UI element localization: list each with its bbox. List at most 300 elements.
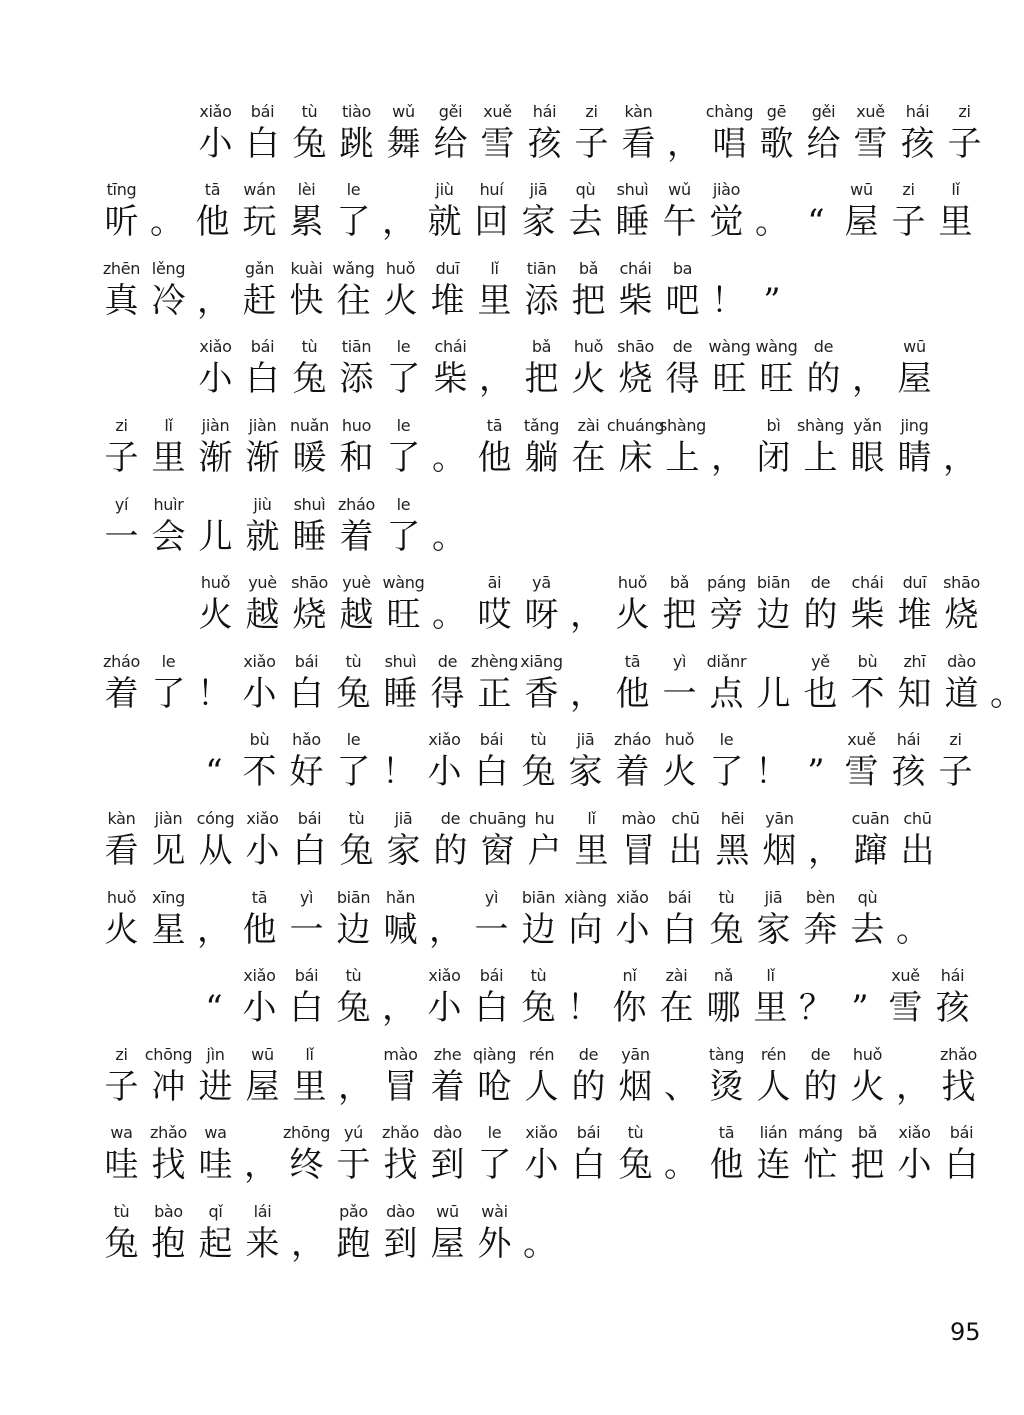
character-with-pinyin — [330, 651, 377, 715]
pinyin: yān — [621, 1044, 650, 1064]
hanzi: 哇 — [104, 1145, 139, 1186]
pinyin: de — [813, 337, 834, 357]
pinyin: zhōng — [282, 1123, 331, 1143]
hanzi: 抱 — [151, 1223, 186, 1264]
hanzi: 烧 — [944, 595, 979, 636]
hanzi: ？ — [799, 988, 833, 1029]
pinyin: jiàn — [201, 415, 230, 435]
pinyin: xuě — [847, 730, 876, 750]
hanzi: 见 — [151, 830, 186, 871]
pinyin: biān — [336, 887, 371, 907]
character-with-pinyin — [239, 1044, 286, 1108]
character-with-pinyin — [283, 965, 330, 1029]
story-text — [98, 86, 1024, 1265]
hanzi: 玩 — [242, 202, 277, 243]
hanzi: 。 — [755, 202, 789, 243]
hanzi: 看 — [104, 830, 139, 871]
pinyin: zi — [585, 101, 598, 121]
character-with-pinyin — [847, 808, 894, 872]
hanzi: 一 — [289, 909, 324, 950]
punctuation — [794, 965, 838, 1029]
character-with-pinyin — [656, 179, 703, 243]
character-with-pinyin — [471, 1201, 518, 1265]
character-with-pinyin — [515, 729, 562, 793]
pinyin: zài — [577, 415, 600, 435]
pinyin: gěi — [811, 101, 836, 121]
character-with-pinyin — [612, 258, 659, 322]
punctuation — [562, 965, 606, 1029]
hanzi: 烧 — [618, 359, 653, 400]
character-with-pinyin — [145, 808, 192, 872]
punctuation — [192, 887, 236, 951]
pinyin: tā — [486, 415, 503, 435]
hanzi: 了 — [477, 1145, 512, 1186]
pinyin: dào — [947, 651, 976, 671]
character-with-pinyin — [606, 965, 653, 1029]
character-with-pinyin — [609, 887, 656, 951]
hanzi: 兔 — [336, 988, 371, 1029]
character-with-pinyin — [518, 336, 565, 400]
character-with-pinyin — [800, 101, 847, 165]
pinyin: zi — [949, 730, 962, 750]
pinyin: tàng — [708, 1044, 745, 1064]
pinyin: jiàn — [248, 415, 277, 435]
hanzi: ， — [808, 830, 842, 871]
hanzi: 堆 — [430, 280, 465, 321]
hanzi: 他 — [709, 1145, 744, 1186]
pinyin: wǔ — [668, 180, 691, 200]
hanzi: 。 — [432, 437, 466, 478]
hanzi: 了 — [336, 202, 371, 243]
punctuation — [662, 101, 706, 165]
pinyin: rén — [528, 1044, 555, 1064]
hanzi: 白 — [245, 359, 280, 400]
hanzi: “ — [205, 752, 223, 793]
character-with-pinyin — [192, 1201, 239, 1265]
character-with-pinyin — [377, 887, 424, 951]
pinyin: xuě — [483, 101, 512, 121]
pinyin: gǎn — [244, 258, 275, 278]
hanzi: 歌 — [759, 123, 794, 164]
character-with-pinyin — [330, 729, 377, 793]
character-with-pinyin — [938, 1122, 985, 1186]
hanzi: 白 — [944, 1145, 979, 1186]
hanzi: 就 — [427, 202, 462, 243]
character-with-pinyin — [838, 179, 885, 243]
hanzi: 家 — [521, 202, 556, 243]
hanzi: 旺 — [712, 359, 747, 400]
pinyin: zháo — [103, 651, 140, 671]
pinyin: yā — [532, 573, 551, 593]
hanzi: 柴 — [850, 595, 885, 636]
hanzi: 连 — [756, 1145, 791, 1186]
hanzi: 雪 — [480, 123, 515, 164]
pinyin: chū — [903, 808, 932, 828]
pinyin: yí — [114, 494, 129, 514]
punctuation — [286, 1201, 330, 1265]
hanzi: ， — [570, 673, 604, 714]
pinyin: wài — [481, 1201, 508, 1221]
hanzi: 觉 — [709, 202, 744, 243]
pinyin: shàng — [658, 415, 707, 435]
hanzi: 赶 — [242, 280, 277, 321]
character-with-pinyin — [706, 336, 753, 400]
hanzi: 累 — [289, 202, 324, 243]
character-with-pinyin — [885, 179, 932, 243]
character-with-pinyin — [565, 415, 612, 479]
character-with-pinyin — [471, 651, 518, 715]
character-with-pinyin — [192, 336, 239, 400]
pinyin: yì — [299, 887, 314, 907]
pinyin: xiāng — [520, 651, 563, 671]
character-with-pinyin — [659, 258, 706, 322]
hanzi: 星 — [151, 909, 186, 950]
hanzi: 知 — [897, 673, 932, 714]
character-with-pinyin — [703, 1122, 750, 1186]
hanzi: 边 — [756, 595, 791, 636]
character-with-pinyin — [333, 494, 380, 558]
character-with-pinyin — [565, 1122, 612, 1186]
pinyin: hǎo — [292, 730, 321, 750]
pinyin: jiā — [764, 887, 783, 907]
character-with-pinyin — [380, 101, 427, 165]
hanzi: 冷 — [151, 280, 186, 321]
pinyin: tiào — [341, 101, 372, 121]
character-with-pinyin — [468, 179, 515, 243]
hanzi: 小 — [524, 1145, 559, 1186]
character-with-pinyin — [145, 1044, 192, 1108]
pinyin: zháo — [614, 730, 651, 750]
character-with-pinyin — [380, 415, 427, 479]
pinyin: jiā — [576, 730, 595, 750]
character-with-pinyin — [145, 258, 192, 322]
hanzi: 冲 — [151, 1066, 186, 1107]
character-with-pinyin — [562, 729, 609, 793]
hanzi: 睡 — [292, 516, 327, 557]
hanzi: 呀 — [524, 595, 559, 636]
hanzi: 在 — [659, 988, 694, 1029]
pinyin: huǒ — [617, 573, 648, 593]
pinyin: máng — [798, 1123, 843, 1143]
character-with-pinyin — [891, 572, 938, 636]
character-with-pinyin — [286, 336, 333, 400]
hanzi: ！ — [382, 752, 416, 793]
pinyin: chái — [619, 258, 652, 278]
hanzi: 兔 — [292, 123, 327, 164]
character-with-pinyin — [286, 101, 333, 165]
text-line — [98, 322, 988, 401]
pinyin: le — [396, 415, 411, 435]
hanzi: 兔 — [339, 830, 374, 871]
pinyin: hái — [905, 101, 930, 121]
hanzi: 找 — [941, 1066, 976, 1107]
character-with-pinyin — [797, 1044, 844, 1108]
pinyin: de — [810, 573, 831, 593]
hanzi: 睡 — [383, 673, 418, 714]
pinyin: tù — [348, 808, 365, 828]
hanzi: ！ — [755, 752, 789, 793]
character-with-pinyin — [750, 572, 797, 636]
character-with-pinyin — [568, 101, 615, 165]
hanzi: 里 — [151, 437, 186, 478]
hanzi: 也 — [803, 673, 838, 714]
pinyin: yì — [672, 651, 687, 671]
hanzi: 越 — [339, 595, 374, 636]
character-with-pinyin — [797, 415, 844, 479]
hanzi: 火 — [104, 909, 139, 950]
character-with-pinyin — [468, 808, 527, 872]
hanzi: 小 — [897, 1145, 932, 1186]
hanzi: 哎 — [477, 595, 512, 636]
hanzi: 出 — [668, 830, 703, 871]
character-with-pinyin — [891, 651, 938, 715]
character-with-pinyin — [518, 572, 565, 636]
character-with-pinyin — [98, 494, 145, 558]
character-with-pinyin — [891, 1122, 938, 1186]
character-with-pinyin — [615, 808, 662, 872]
pinyin: bù — [857, 651, 878, 671]
punctuation — [659, 1044, 703, 1108]
character-with-pinyin — [145, 1201, 192, 1265]
pinyin: hǎn — [385, 887, 416, 907]
pinyin: dào — [386, 1201, 415, 1221]
pinyin: wǔ — [392, 101, 415, 121]
hanzi: 他 — [242, 909, 277, 950]
pinyin: wū — [436, 1201, 459, 1221]
hanzi: 唱 — [712, 123, 747, 164]
character-with-pinyin — [283, 1122, 330, 1186]
pinyin: kuài — [290, 258, 323, 278]
character-with-pinyin — [239, 1201, 286, 1265]
hanzi: 烟 — [762, 830, 797, 871]
pinyin: wa — [204, 1123, 227, 1143]
hanzi: 子 — [574, 123, 609, 164]
text-line — [98, 558, 988, 637]
hanzi: 和 — [339, 437, 374, 478]
hanzi: 孩 — [900, 123, 935, 164]
pinyin: gē — [766, 101, 787, 121]
character-with-pinyin — [844, 887, 891, 951]
hanzi: ， — [338, 1066, 372, 1107]
hanzi: 小 — [242, 988, 277, 1029]
hanzi: ， — [382, 202, 416, 243]
hanzi: 子 — [938, 752, 973, 793]
pinyin: huǒ — [852, 1044, 883, 1064]
character-with-pinyin — [891, 415, 938, 479]
hanzi: 窗 — [480, 830, 515, 871]
hanzi: 小 — [427, 752, 462, 793]
pinyin: xiǎo — [525, 1123, 558, 1143]
hanzi: 人 — [524, 1066, 559, 1107]
pinyin: bǎ — [669, 573, 690, 593]
character-with-pinyin — [891, 336, 938, 400]
text-line — [98, 951, 988, 1030]
character-with-pinyin — [192, 572, 239, 636]
character-with-pinyin — [929, 965, 976, 1029]
character-with-pinyin — [98, 179, 145, 243]
character-with-pinyin — [236, 258, 283, 322]
character-with-pinyin — [612, 1122, 659, 1186]
hanzi: 不 — [850, 673, 885, 714]
pinyin: lǐ — [766, 966, 775, 986]
pinyin: xiǎo — [246, 808, 279, 828]
hanzi: 得 — [665, 359, 700, 400]
hanzi: 了 — [151, 673, 186, 714]
character-with-pinyin — [612, 336, 659, 400]
pinyin: tā — [718, 1123, 735, 1143]
pinyin: le — [396, 337, 411, 357]
hanzi: 户 — [527, 830, 562, 871]
pinyin: le — [346, 730, 361, 750]
character-with-pinyin — [797, 651, 844, 715]
pinyin: yì — [484, 887, 499, 907]
character-with-pinyin — [98, 1044, 145, 1108]
punctuation — [192, 651, 236, 715]
pinyin: lěng — [151, 258, 186, 278]
hanzi: 找 — [151, 1145, 186, 1186]
punctuation — [659, 1122, 703, 1186]
hanzi: 烟 — [618, 1066, 653, 1107]
hanzi: 忙 — [803, 1145, 838, 1186]
hanzi: 去 — [568, 202, 603, 243]
pinyin: tā — [204, 180, 221, 200]
character-with-pinyin — [283, 887, 330, 951]
punctuation — [377, 729, 421, 793]
punctuation — [427, 415, 471, 479]
hanzi: 。 — [990, 673, 1024, 714]
hanzi: 看 — [621, 123, 656, 164]
character-with-pinyin — [750, 415, 797, 479]
hanzi: 白 — [289, 988, 324, 1029]
pinyin: dào — [433, 1123, 462, 1143]
character-with-pinyin — [380, 572, 427, 636]
page-number: 95 — [950, 1318, 981, 1346]
character-with-pinyin — [515, 965, 562, 1029]
character-with-pinyin — [606, 415, 665, 479]
hanzi: 。 — [896, 909, 930, 950]
hanzi: ， — [943, 437, 977, 478]
punctuation — [838, 965, 882, 1029]
punctuation — [145, 179, 189, 243]
character-with-pinyin — [330, 1201, 377, 1265]
pinyin: de — [578, 1044, 599, 1064]
character-with-pinyin — [656, 572, 703, 636]
character-with-pinyin — [239, 336, 286, 400]
hanzi: ” — [807, 752, 825, 793]
pinyin: páng — [706, 573, 747, 593]
hanzi: 孩 — [527, 123, 562, 164]
character-with-pinyin — [192, 494, 239, 558]
character-with-pinyin — [609, 179, 656, 243]
hanzi: 黑 — [715, 830, 750, 871]
punctuation — [474, 336, 518, 400]
pinyin: pǎo — [339, 1201, 368, 1221]
hanzi: 家 — [568, 752, 603, 793]
hanzi: 兔 — [709, 909, 744, 950]
character-with-pinyin — [98, 808, 145, 872]
pinyin: tù — [345, 651, 362, 671]
hanzi: 边 — [336, 909, 371, 950]
hanzi: ” — [763, 280, 781, 321]
character-with-pinyin — [377, 1122, 424, 1186]
character-with-pinyin — [894, 101, 941, 165]
character-with-pinyin — [145, 1122, 192, 1186]
character-with-pinyin — [568, 808, 615, 872]
pinyin: bái — [250, 101, 275, 121]
character-with-pinyin — [882, 965, 929, 1029]
hanzi: 渐 — [245, 437, 280, 478]
pinyin: bái — [297, 808, 322, 828]
character-with-pinyin — [800, 336, 847, 400]
hanzi: 床 — [618, 437, 653, 478]
hanzi: 。 — [150, 202, 184, 243]
character-with-pinyin — [283, 651, 330, 715]
hanzi: 里 — [938, 202, 973, 243]
pinyin: xiǎo — [428, 730, 461, 750]
pinyin: bái — [294, 966, 319, 986]
hanzi: 屋 — [245, 1066, 280, 1107]
hanzi: 家 — [756, 909, 791, 950]
hanzi: 到 — [383, 1223, 418, 1264]
hanzi: ！ — [711, 280, 745, 321]
pinyin: huǒ — [106, 887, 137, 907]
pinyin: biān — [521, 887, 556, 907]
character-with-pinyin — [236, 729, 283, 793]
hanzi: ！ — [197, 673, 231, 714]
text-line — [98, 400, 988, 479]
hanzi: 孩 — [935, 988, 970, 1029]
character-with-pinyin — [98, 887, 145, 951]
pinyin: yuè — [248, 573, 277, 593]
character-with-pinyin — [518, 651, 565, 715]
character-with-pinyin — [515, 887, 562, 951]
pinyin: mào — [621, 808, 656, 828]
hanzi: 柴 — [433, 359, 468, 400]
hanzi: 柴 — [618, 280, 653, 321]
character-with-pinyin — [612, 1044, 659, 1108]
pinyin: bèn — [805, 887, 836, 907]
pinyin: gěi — [438, 101, 463, 121]
hanzi: 。 — [432, 516, 466, 557]
hanzi: 出 — [900, 830, 935, 871]
pinyin: jiù — [253, 494, 272, 514]
character-with-pinyin — [427, 101, 474, 165]
hanzi: 子 — [104, 437, 139, 478]
hanzi: 火 — [571, 359, 606, 400]
hanzi: 到 — [430, 1145, 465, 1186]
punctuation — [891, 887, 935, 951]
pinyin: le — [161, 651, 176, 671]
character-with-pinyin — [333, 415, 380, 479]
hanzi: 冒 — [621, 830, 656, 871]
pinyin: lǐ — [164, 415, 173, 435]
pinyin: yuè — [342, 573, 371, 593]
character-with-pinyin — [333, 101, 380, 165]
pinyin: le — [487, 1123, 502, 1143]
text-line — [98, 1108, 988, 1187]
character-with-pinyin — [192, 1122, 239, 1186]
pinyin: tù — [530, 966, 547, 986]
hanzi: 香 — [524, 673, 559, 714]
hanzi: 冒 — [383, 1066, 418, 1107]
character-with-pinyin — [935, 1044, 982, 1108]
hanzi: 火 — [850, 1066, 885, 1107]
punctuation — [565, 572, 609, 636]
hanzi: 雪 — [853, 123, 888, 164]
hanzi: 了 — [709, 752, 744, 793]
character-with-pinyin — [380, 336, 427, 400]
character-with-pinyin — [380, 808, 427, 872]
